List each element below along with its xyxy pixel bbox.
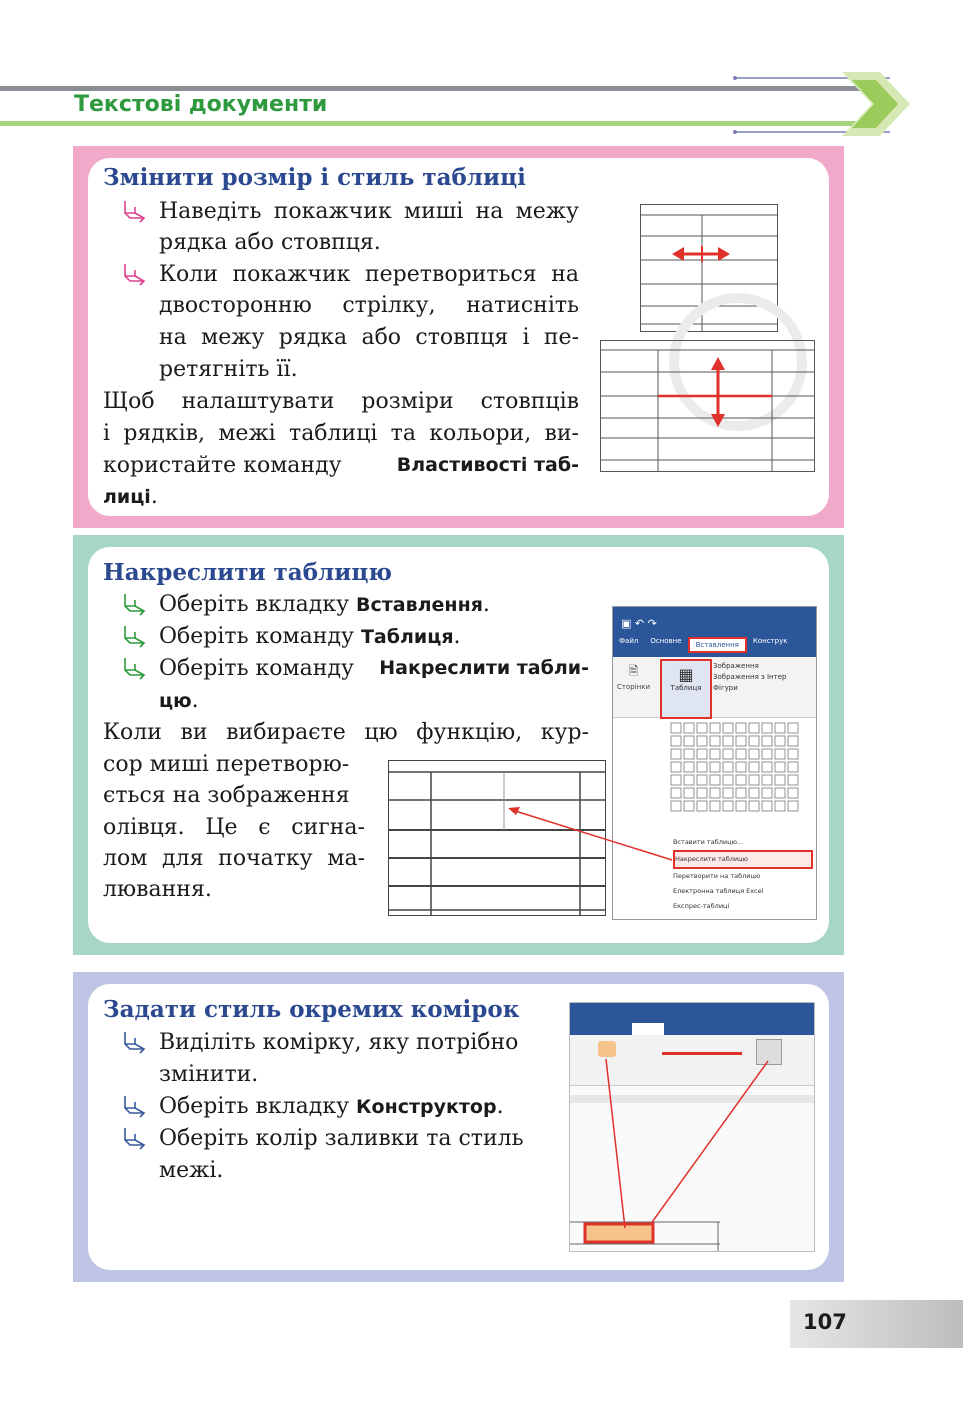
ribbon-tabs xyxy=(613,637,816,653)
command-name: Вставлення xyxy=(356,594,483,616)
menu-quick-tables[interactable]: Експрес-таблиці xyxy=(673,902,730,910)
pointer-hand-icon xyxy=(122,1030,148,1054)
paragraph-line: лювання. xyxy=(103,877,212,902)
bullet-text: цю. xyxy=(159,688,199,713)
command-name: Конструктор xyxy=(356,1096,497,1118)
pointer-hand-icon xyxy=(122,262,148,286)
bullet-text: Оберіть вкладку Конструктор. xyxy=(159,1094,504,1119)
bullet-text: змінити. xyxy=(159,1062,259,1087)
pointer-hand-icon xyxy=(122,656,148,680)
command-name: цю xyxy=(159,690,192,712)
pointer-hand-icon xyxy=(122,199,148,223)
menu-draw-table[interactable]: Накреслити таблицю xyxy=(673,850,813,869)
section-heading: Задати стиль окремих комірок xyxy=(103,996,520,1023)
table-resize-illustration xyxy=(640,204,778,332)
paragraph-line: користайте команду Властивості таб- xyxy=(103,450,579,481)
pointer-hand-icon xyxy=(122,1094,148,1118)
tab-insert[interactable]: Вставлення xyxy=(688,637,747,653)
bullet-text: рядка або стовпця. xyxy=(159,230,381,255)
chevron-right-icon xyxy=(730,66,915,146)
table-grid-picker[interactable] xyxy=(671,723,806,821)
table-button[interactable]: ▦ Таблиця xyxy=(660,659,712,719)
online-pictures-item[interactable]: Зображення з Інтер xyxy=(713,673,787,681)
command-name: Таблиця xyxy=(360,626,454,648)
table-menu xyxy=(673,835,813,914)
chapter-title: Текстові документи xyxy=(74,92,328,117)
pointer-arrows xyxy=(570,1003,814,1251)
paragraph-line: сор миші перетворю- xyxy=(103,752,350,777)
drawn-table-illustration xyxy=(388,760,606,916)
paragraph-line: і рядків, межі таблиці та кольори, ви- xyxy=(103,421,579,446)
pointer-hand-icon xyxy=(122,1126,148,1150)
tab-file[interactable]: Файл xyxy=(619,637,639,645)
paragraph-line: олівця. Це є сигна- xyxy=(103,815,365,840)
bullet-text: Оберіть команду Накреслити табли- xyxy=(159,653,589,684)
menu-convert-text[interactable]: Перетворити на таблицю xyxy=(673,872,761,880)
paragraph-line: Щоб налаштувати розміри стовпців xyxy=(103,389,579,414)
table-column-resize-illustration xyxy=(600,340,815,472)
section-heading: Накреслити таблицю xyxy=(103,559,392,586)
word-insert-table-screenshot xyxy=(612,606,817,920)
tab-design[interactable]: Конструк xyxy=(752,637,788,645)
tab-home[interactable]: Основне xyxy=(650,637,682,645)
bullet-text: Виділіть комірку, яку потрібно xyxy=(159,1030,519,1055)
bullet-text: межі. xyxy=(159,1158,224,1183)
illustrations-group xyxy=(713,661,786,694)
paragraph-line: лом для початку ма- xyxy=(103,846,365,871)
paragraph-line: ється на зображення xyxy=(103,783,350,808)
word-design-tab-screenshot xyxy=(569,1002,815,1252)
pictures-item[interactable]: Зображення xyxy=(713,662,759,670)
menu-excel-table[interactable]: Електронна таблиця Excel xyxy=(673,887,764,895)
bullet-text: ретягніть її. xyxy=(159,357,298,382)
pointer-hand-icon xyxy=(122,624,148,648)
bullet-text: Коли покажчик перетвориться на xyxy=(159,262,579,287)
vertical-double-arrow-icon xyxy=(711,357,725,427)
bullet-text: двосторонню стрілку, натисніть xyxy=(159,293,579,318)
paragraph-line: лиці. xyxy=(103,484,158,509)
pointer-hand-icon xyxy=(122,592,148,616)
bullet-text: Наведіть покажчик миші на межу xyxy=(159,199,579,224)
bullet-text: Оберіть колір заливки та стиль xyxy=(159,1126,524,1151)
bullet-text: на межу рядка або стовпця і пе- xyxy=(159,325,579,350)
bullet-text: Оберіть вкладку Вставлення. xyxy=(159,592,490,617)
menu-insert-table[interactable]: Вставити таблицю... xyxy=(673,838,744,846)
paragraph-line: Коли ви вибираєте цю функцію, кур- xyxy=(103,720,589,745)
command-name: Накреслити табли- xyxy=(379,657,589,679)
quick-access-icons: ▣ ↶ ↷ xyxy=(621,617,657,630)
command-name: лиці xyxy=(103,486,151,508)
pages-button[interactable]: 🗎 Сторінки xyxy=(617,664,650,691)
command-name: Властивості таб- xyxy=(396,454,579,476)
section-heading: Змінити розмір і стиль таблиці xyxy=(103,164,526,191)
shapes-item[interactable]: Фігури xyxy=(713,684,738,692)
page-number: 107 xyxy=(803,1310,847,1334)
bullet-text: Оберіть команду Таблиця. xyxy=(159,624,461,649)
